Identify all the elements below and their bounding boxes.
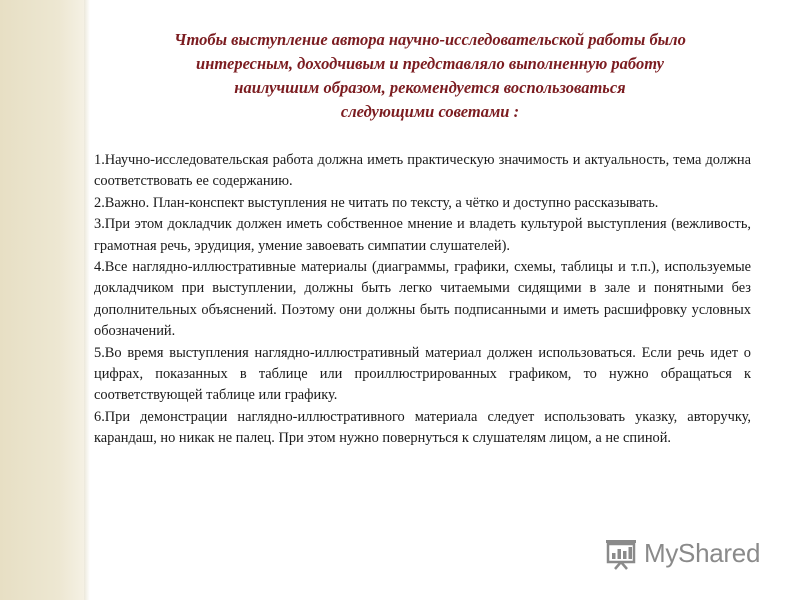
tip-item-6: 6.При демонстрации наглядно-иллюстративного материала следует использовать указку, авторучку, карандаш, но никак не палец. При этом нужно повернуться к слушателям лицом, а не спиной. xyxy=(94,408,751,447)
tips-list xyxy=(94,150,751,450)
title-line-3: наилучшим образом, рекомендуется воспользоваться xyxy=(234,78,626,97)
title-line-1: Чтобы выступление автора научно-исследовательской работы было xyxy=(174,30,686,49)
decorative-left-band xyxy=(0,0,84,600)
tip-item-3: 3.При этом докладчик должен иметь собственное мнение и владеть культурой выступления (вежливость, грамотная речь, эрудиция, умение завоевать симпатии слушателей). xyxy=(94,216,751,254)
title-line-4: следующими советами : xyxy=(340,102,520,121)
slide-title xyxy=(100,28,760,124)
title-line-2: интересным, доходчивым и представляло выполненную работу xyxy=(196,54,664,73)
tip-item-5: 5.Во время выступления наглядно-иллюстративный материал должен использоваться. Если речь идет о цифрах, показанных в таблице или проиллюстрированных графиком, то нужно обращаться к соответствующей таблице или графику. xyxy=(94,344,751,404)
myshared-logo[interactable] xyxy=(604,536,760,570)
tip-item-2: 2.Важно. План-конспект выступления не читать по тексту, а чётко и доступно рассказывать. xyxy=(94,194,659,211)
tip-item-1: 1.Научно-исследовательская работа должна иметь практическую значимость и актуальность, тема должна соответствовать ее содержанию. xyxy=(94,152,751,190)
logo-text: MyShared xyxy=(644,537,761,568)
presentation-board-icon xyxy=(604,536,638,570)
tip-item-4: 4.Все наглядно-иллюстративные материалы (диаграммы, графики, схемы, таблицы и т.п.), используемые докладчиком при выступлении, должны быть легко читаемыми сидящими в зале и понятными без дополнительных объяснений. Поэтому они должны быть подписанными и иметь расшифровку условных обозначений. xyxy=(94,259,751,340)
decorative-band-edge xyxy=(84,0,90,600)
